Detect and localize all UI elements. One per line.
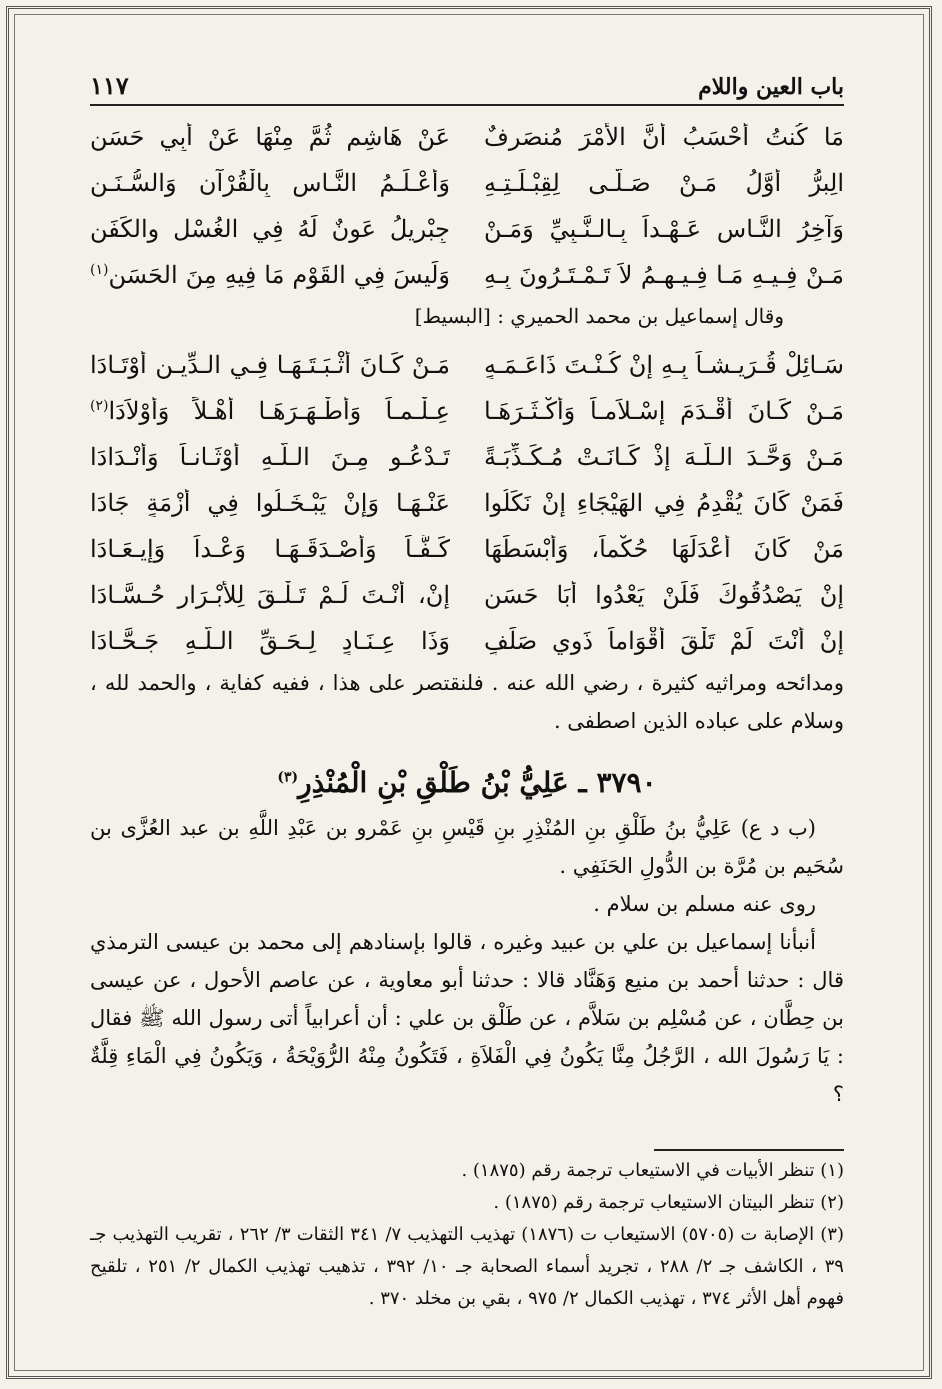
verse-second-hemistich: تَـدْعُـو مِـنَ الـلَّـهِ أَوْثَـانـاً وَأَنْـدَادَا <box>90 443 450 471</box>
closing-paragraph: ومدائحه ومراثيه كثيرة ، رضي الله عنه . فلنقتصر على هذا ، ففيه كفاية ، والحمد لله ، وسلام على عباده الذين اصطفى . <box>90 671 844 733</box>
footnote: (١) تنظر الأبيات في الاستيعاب ترجمة رقم (١٨٧٥) . <box>461 1160 844 1181</box>
chapter-title: باب العين واللام <box>698 74 844 100</box>
verse-row <box>90 114 844 160</box>
verse-second-hemistich: إِنْ، أَنْـتَ لَـمْ تَـلْـقَ لِلأَبْـرَارِ حُـسَّـادَا <box>90 581 450 609</box>
verse-row <box>90 618 844 664</box>
book-page <box>90 60 844 1315</box>
footnote-marker: (١) <box>90 262 109 278</box>
verse-first-hemistich: سَـائِلْ قُـرَيـشـاً بِـهِ إِنْ كُـنْـتَ ذَاعَـمَـهٍ <box>484 351 844 379</box>
footnote-marker: (٣) <box>277 769 299 786</box>
verse-first-hemistich: مَا كُنتُ أَحْسَبُ أَنَّ الأَمْرَ مُنصَرِفٌ <box>484 123 844 151</box>
verse-first-hemistich: الِبرُّ أَوَّلُ مَـنْ صَـلَّـى لِقِبْـلَـتِـهِ <box>484 169 844 197</box>
verse-second-hemistich <box>90 397 450 425</box>
verse-row <box>90 526 844 572</box>
verse-first-hemistich: وَآخِرُ النَّـاسِ عَـهْـداً بِـالـنَّـبِيِّ وَمَـنْ <box>484 215 844 243</box>
poem-1 <box>90 114 844 298</box>
running-header <box>90 60 844 106</box>
verse-first-hemistich: مَنْ كَانَ أَعْدَلَهَا حُكْماً، وَأَبْسَطَهَا <box>484 535 844 563</box>
verse-second-hemistich: مَـنْ كَـانَ أَثْـبَـتَـهَـا فِـي الـدِّيـنِ أَوْتَـادَا <box>90 351 450 379</box>
verse-text: وَلَيسَ فِي القَوْمِ مَا فِيهِ مِنَ الحَسَنِ <box>108 261 450 289</box>
verse-second-hemistich: وَأَعْـلَـمُ النَّـاسِ بِالْقُرْآنِ وَالسُّـنَـنِ <box>90 169 450 197</box>
verse-row <box>90 572 844 618</box>
entry-title: ٣٧٩٠ ـ عَلِيُّ بْنُ طَلْقِ بْنِ الْمُنْذِرِ <box>298 766 657 799</box>
footnote-marker: (٢) <box>90 398 109 414</box>
verse-second-hemistich: عَنْ هَاشِمٍ ثُمَّ مِنْهَا عَنْ أَبِي حَسَنِ <box>90 123 450 151</box>
verse-row <box>90 480 844 526</box>
entry-heading <box>90 766 844 799</box>
page-number: ١١٧ <box>90 71 129 100</box>
poem-2 <box>90 342 844 664</box>
verse-first-hemistich: إِنْ أَنْتَ لَمْ تَلْقَ أَقْوَاماً ذَوِي صَلَفٍ <box>484 627 844 655</box>
verse-row <box>90 160 844 206</box>
verse-first-hemistich: فَمَنْ كَانَ يُقْدِمُ فِي الهَيْجَاءِ إِنْ نَكَلُوا <box>484 489 844 517</box>
verse-row <box>90 252 844 298</box>
verse-row <box>90 388 844 434</box>
verse-text: عِـلْـمـاً وَأَطْـهَـرَهَـا أَهْـلاً وَأَوْلاَدَا <box>108 397 450 425</box>
verse-second-hemistich <box>90 261 450 289</box>
entry-hadith: أنبأنا إسماعيل بن علي بن عبيد وغيره ، قالوا بإسنادهم إلى محمد بن عيسى الترمذي قال : حدثنا أحمد بن منيع وَهَنَّاد قالا : حدثنا أبو معاوية ، عن عاصم الأحول ، عن عيسى بن حِطَّان ، عن مُسْلِم بن سَلاَّم ، عن طَلْق بن علي : أن أعرابياً أتى رسول الله ﷺ فقال : يَا رَسُولَ الله ، الرَّجُلُ مِنَّا يَكُونُ فِي الْفَلاَةِ ، فَتَكُونُ مِنْهُ الرُّوَيْحَةُ ، وَيَكُونُ فِي الْمَاءِ قِلَّةٌ ؟ <box>90 930 844 1106</box>
verse-first-hemistich: مَـنْ وَحَّـدَ الـلَّـهَ إِذْ كَـانَـتْ مُـكَـذِّبَـةً <box>484 443 844 471</box>
verse-row <box>90 342 844 388</box>
footnote-rule <box>654 1149 844 1151</box>
verse-first-hemistich: مَـنْ كَـانَ أَقْـدَمَ إِسْـلاَمـاً وَأَكْـثَـرَهَـا <box>484 397 844 425</box>
verse-second-hemistich: عَنْـهَـا وَإِنْ يَبْـخَـلُوا فِي أَزْمَةٍ جَادَا <box>90 489 450 517</box>
entry-lineage: (ب د ع) عَلِيُّ بنُ طَلْقِ بنِ المُنْذِرِ بنِ قَيْسِ بنِ عَمْرو بن عَبْدِ اللَّهِ بن عبد العُزَّى بن سُحَيم بن مُرَّة بن الدُّولِ الحَنَفِي . <box>90 816 844 878</box>
verse-first-hemistich: إِنْ يَصْدُقُوكَ فَلَنْ يَعْدُوا أَبَا حَسَنٍ <box>484 581 844 609</box>
footnote: (٢) تنظر البيتان الاستيعاب ترجمة رقم (١٨٧٥) . <box>493 1192 844 1213</box>
footnote: (٣) الإصابة ت (٥٧٠٥) الاستيعاب ت (١٨٧٦) تهذيب التهذيب ٧/ ٣٤١ الثقات ٣/ ٢٦٢ ، تقريب التهذيب جـ ٣٩ ، الكاشف جـ ٢/ ٢٨٨ ، تجريد أسماء الصحابة جـ ١٠/ ٣٩٢ ، تذهيب تهذيب الكمال ٢/ ٢٥١ ، تلقيح فهوم أهل الأثر ٣٧٤ ، تهذيب الكمال ٢/ ٩٧٥ ، بقي بن مخلد ٣٧٠ . <box>90 1224 844 1309</box>
verse-row <box>90 206 844 252</box>
verse-second-hemistich: كَـفَّـاً وَأَصْـدَقَـهَـا وَعْـداً وَإِيـعَـادَا <box>90 535 450 563</box>
verse-row <box>90 434 844 480</box>
footnotes <box>90 1155 844 1315</box>
verse-second-hemistich: وَذَا عِـنَـادٍ لِـحَـقِّ الـلَّـهِ جَـحَّـادَا <box>90 627 450 655</box>
poem-2-intro: وقال إسماعيل بن محمد الحميري : [البسيط] <box>414 304 784 328</box>
verse-first-hemistich: مَـنْ فِـيـهِ مَـا فِـيـهِـمُ لاَ تَـمْـتَـرُونَ بِـهِ <box>484 261 844 289</box>
verse-second-hemistich: جِبْرِيلُ عَونٌ لَهُ فِي الغُسْلِ والكَفَنِ <box>90 215 450 243</box>
entry-narrator: روى عنه مسلم بن سلام . <box>593 892 816 916</box>
